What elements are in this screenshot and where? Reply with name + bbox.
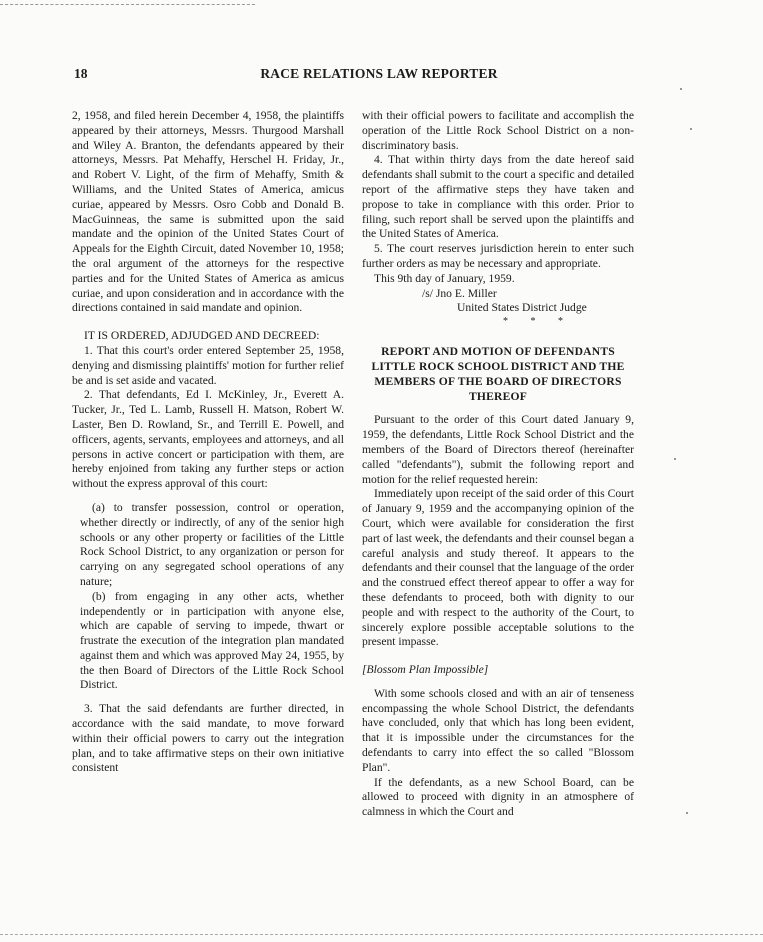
scan-speck bbox=[690, 128, 692, 130]
top-scan-edge bbox=[0, 4, 255, 5]
order-item-2: 2. That defendants, Ed I. McKinley, Jr., Everett A. Tucker, Jr., Ted L. Lamb, Russell H. Matson, Robert W. Laster, Ben D. Rowland, Sr., and Terrill E. Powell, and officers, agents, servants, employees and attorneys, and all persons in active concert or participation with them, are hereby enjoined from taking any further steps or action without the express approval of this court: bbox=[72, 388, 344, 491]
report-paragraph-3: With some schools closed and with an air of tenseness encompassing the whole School District, the defendants have concluded, only that which has long been evident, that it is impossible under the circumstances for the defendants to carry into effect the so called "Blossom Plan". bbox=[362, 686, 634, 774]
subheading: [Blossom Plan Impossible] bbox=[362, 663, 489, 677]
section-separator: * * * bbox=[503, 316, 573, 328]
scan-speck bbox=[674, 458, 676, 460]
running-title: RACE RELATIONS LAW REPORTER bbox=[260, 66, 498, 81]
scan-speck bbox=[680, 88, 682, 90]
report-paragraph-1: Pursuant to the order of this Court dated January 9, 1959, the defendants, Little Rock School District and the members of the Board of Directors thereof (hereinafter called "defendants"), submit the following report and motion for the relief requested herein: bbox=[362, 413, 634, 486]
section-heading: REPORT AND MOTION OF DEFENDANTS LITTLE ROCK SCHOOL DISTRICT AND THE MEMBERS OF THE BOARD OF DIRECTORS THEREOF bbox=[371, 345, 625, 403]
page-header bbox=[74, 66, 684, 82]
order-item-2a: (a) to transfer possession, control or operation, whether directly or indirectly, of any of the senior high schools or any other property or facilities of the Little Rock School District, to any organization or person for carrying on any segregated school operations of any nature; bbox=[80, 500, 344, 588]
bottom-scan-edge bbox=[0, 934, 763, 935]
order-item-5: 5. The court reserves jurisdiction herein to enter such further orders as may be necessary and appropriate. bbox=[362, 242, 634, 270]
decree-heading: IT IS ORDERED, ADJUDGED AND DECREED: bbox=[84, 329, 320, 343]
left-column bbox=[72, 109, 344, 776]
order-item-2b: (b) from engaging in any other acts, whether independently or in participation with anyone else, which are capable of serving to impede, thwart or frustrate the execution of the integration plan mandated against them and which was approved May 24, 1955, by the then Board of Directors of the Little Rock School District. bbox=[80, 589, 344, 692]
report-paragraph-4: If the defendants, as a new School Board, can be allowed to proceed with dignity in an atmosphere of calmness in which the Court and bbox=[362, 775, 634, 819]
judge-signature: /s/ Jno E. Miller bbox=[422, 286, 497, 300]
order-item-4: 4. That within thirty days from the date hereof said defendants shall submit to the court a specific and detailed report of the affirmative steps they have taken and propose to take in compliance with this order. Prior to filing, such report shall be served upon the plaintiffs and the United States of America. bbox=[362, 153, 634, 241]
date-line: This 9th day of January, 1959. bbox=[374, 271, 515, 285]
order-item-3: 3. That the said defendants are further directed, in accordance with the said mandate, to move forward within their official powers to carry out the integration plan, and to take affirmative steps on their own initiative consistent bbox=[72, 702, 344, 775]
report-paragraph-2: Immediately upon receipt of the said order of this Court of January 9, 1959 and the accompanying opinion of the Court, which were available for consideration the first part of last week, the defendants and their counsel began a careful analysis and study thereof. It appears to the defendants and their counsel that the language of the order and the construed effect thereof appear to offer a way for these defendants to proceed, both with dignity to our people and with respect to the authority of the Court, to sincerely explore possible acceptable solutions to the present impasse. bbox=[362, 487, 634, 649]
right-column bbox=[362, 109, 634, 820]
page-number: 18 bbox=[74, 66, 88, 81]
scan-speck bbox=[686, 812, 688, 814]
opening-paragraph: 2, 1958, and filed herein December 4, 1958, the plaintiffs appeared by their attorneys, Messrs. Thurgood Marshall and Wiley A. Branton, the defendants appeared by their attorneys, Messrs. Pat Mehaffy, Herschel H. Friday, Jr., and Robert V. Light, of the firm of Mehaffy, Smith & Williams, and the United States of America, amicus curiae, appeared by Messrs. Osro Cobb and Donald B. MacGuinneas, the same is submitted upon the said mandate and the opinion of the United States Court of Appeals for the Eighth Circuit, dated November 10, 1958; the oral argument of the attorneys for the respective parties and for the United States of America as amicus curiae, and upon consideration and in accordance with the directions contained in said mandate and opinion. bbox=[72, 109, 344, 315]
judge-title: United States District Judge bbox=[457, 301, 587, 315]
continued-paragraph: with their official powers to facilitate and accomplish the operation of the Little Rock School District on a non-discriminatory basis. bbox=[362, 109, 634, 152]
order-item-1: 1. That this court's order entered September 25, 1958, denying and dismissing plaintiffs' motion for further relief be and is set aside and vacated. bbox=[72, 343, 344, 387]
